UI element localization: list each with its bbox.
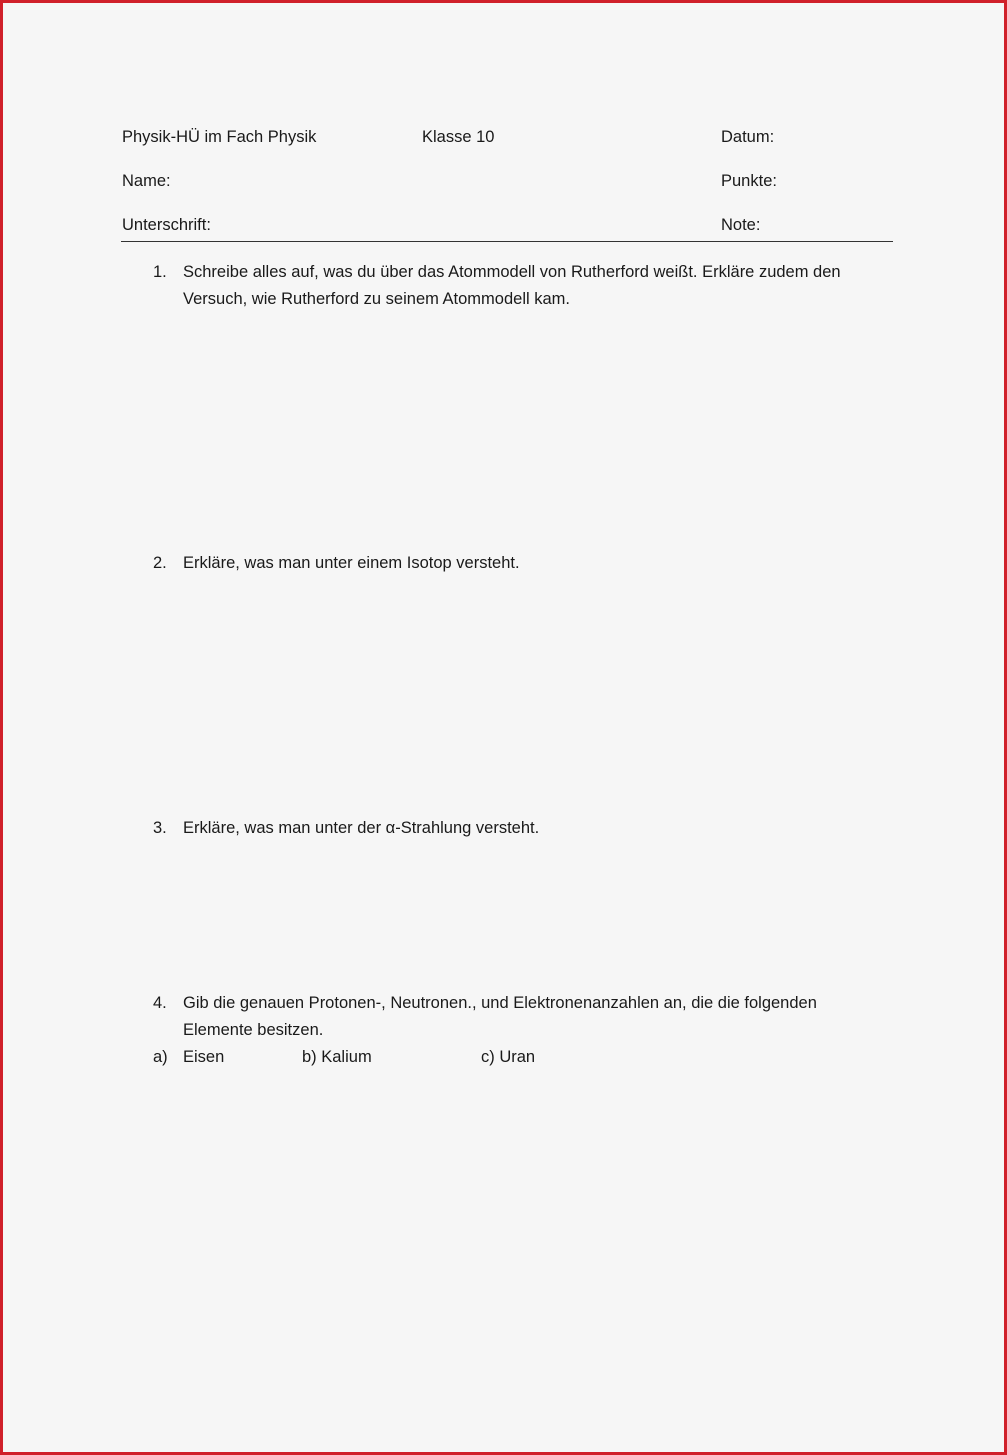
question-1-text xyxy=(183,259,873,313)
question-3-number: 3. xyxy=(153,819,167,837)
question-4-number: 4. xyxy=(153,994,167,1012)
name-label: Name: xyxy=(122,172,171,190)
question-4-item-uran: c) Uran xyxy=(481,1048,536,1066)
signature-label: Unterschrift: xyxy=(122,216,211,234)
question-1-line-2: Versuch, wie Rutherford zu seinem Atommodell kam. xyxy=(183,290,571,308)
question-1-number: 1. xyxy=(153,263,167,281)
question-4-text xyxy=(183,990,873,1044)
question-4-item-kalium: b) Kalium xyxy=(302,1048,372,1066)
question-4-line-1: Gib die genauen Protonen-, Neutronen., und Elektronenanzahlen an, die die folgenden xyxy=(183,994,817,1012)
question-4-sub-label: a) xyxy=(153,1048,168,1066)
question-2-line-1: Erkläre, was man unter einem Isotop versteht. xyxy=(183,554,520,572)
question-2-number: 2. xyxy=(153,554,167,572)
question-3-text xyxy=(183,815,873,842)
question-4-item-eisen: Eisen xyxy=(183,1048,225,1066)
grade-label: Note: xyxy=(721,216,761,234)
date-label: Datum: xyxy=(721,128,775,146)
question-4-line-2: Elemente besitzen. xyxy=(183,1021,324,1039)
header-divider xyxy=(121,241,893,242)
question-3-line-1: Erkläre, was man unter der α-Strahlung versteht. xyxy=(183,819,540,837)
question-2-text xyxy=(183,550,873,577)
points-label: Punkte: xyxy=(721,172,777,190)
question-1-line-1: Schreibe alles auf, was du über das Atommodell von Rutherford weißt. Erkläre zudem den xyxy=(183,263,841,281)
worksheet-title: Physik-HÜ im Fach Physik xyxy=(122,128,317,146)
class-label: Klasse 10 xyxy=(422,128,495,146)
